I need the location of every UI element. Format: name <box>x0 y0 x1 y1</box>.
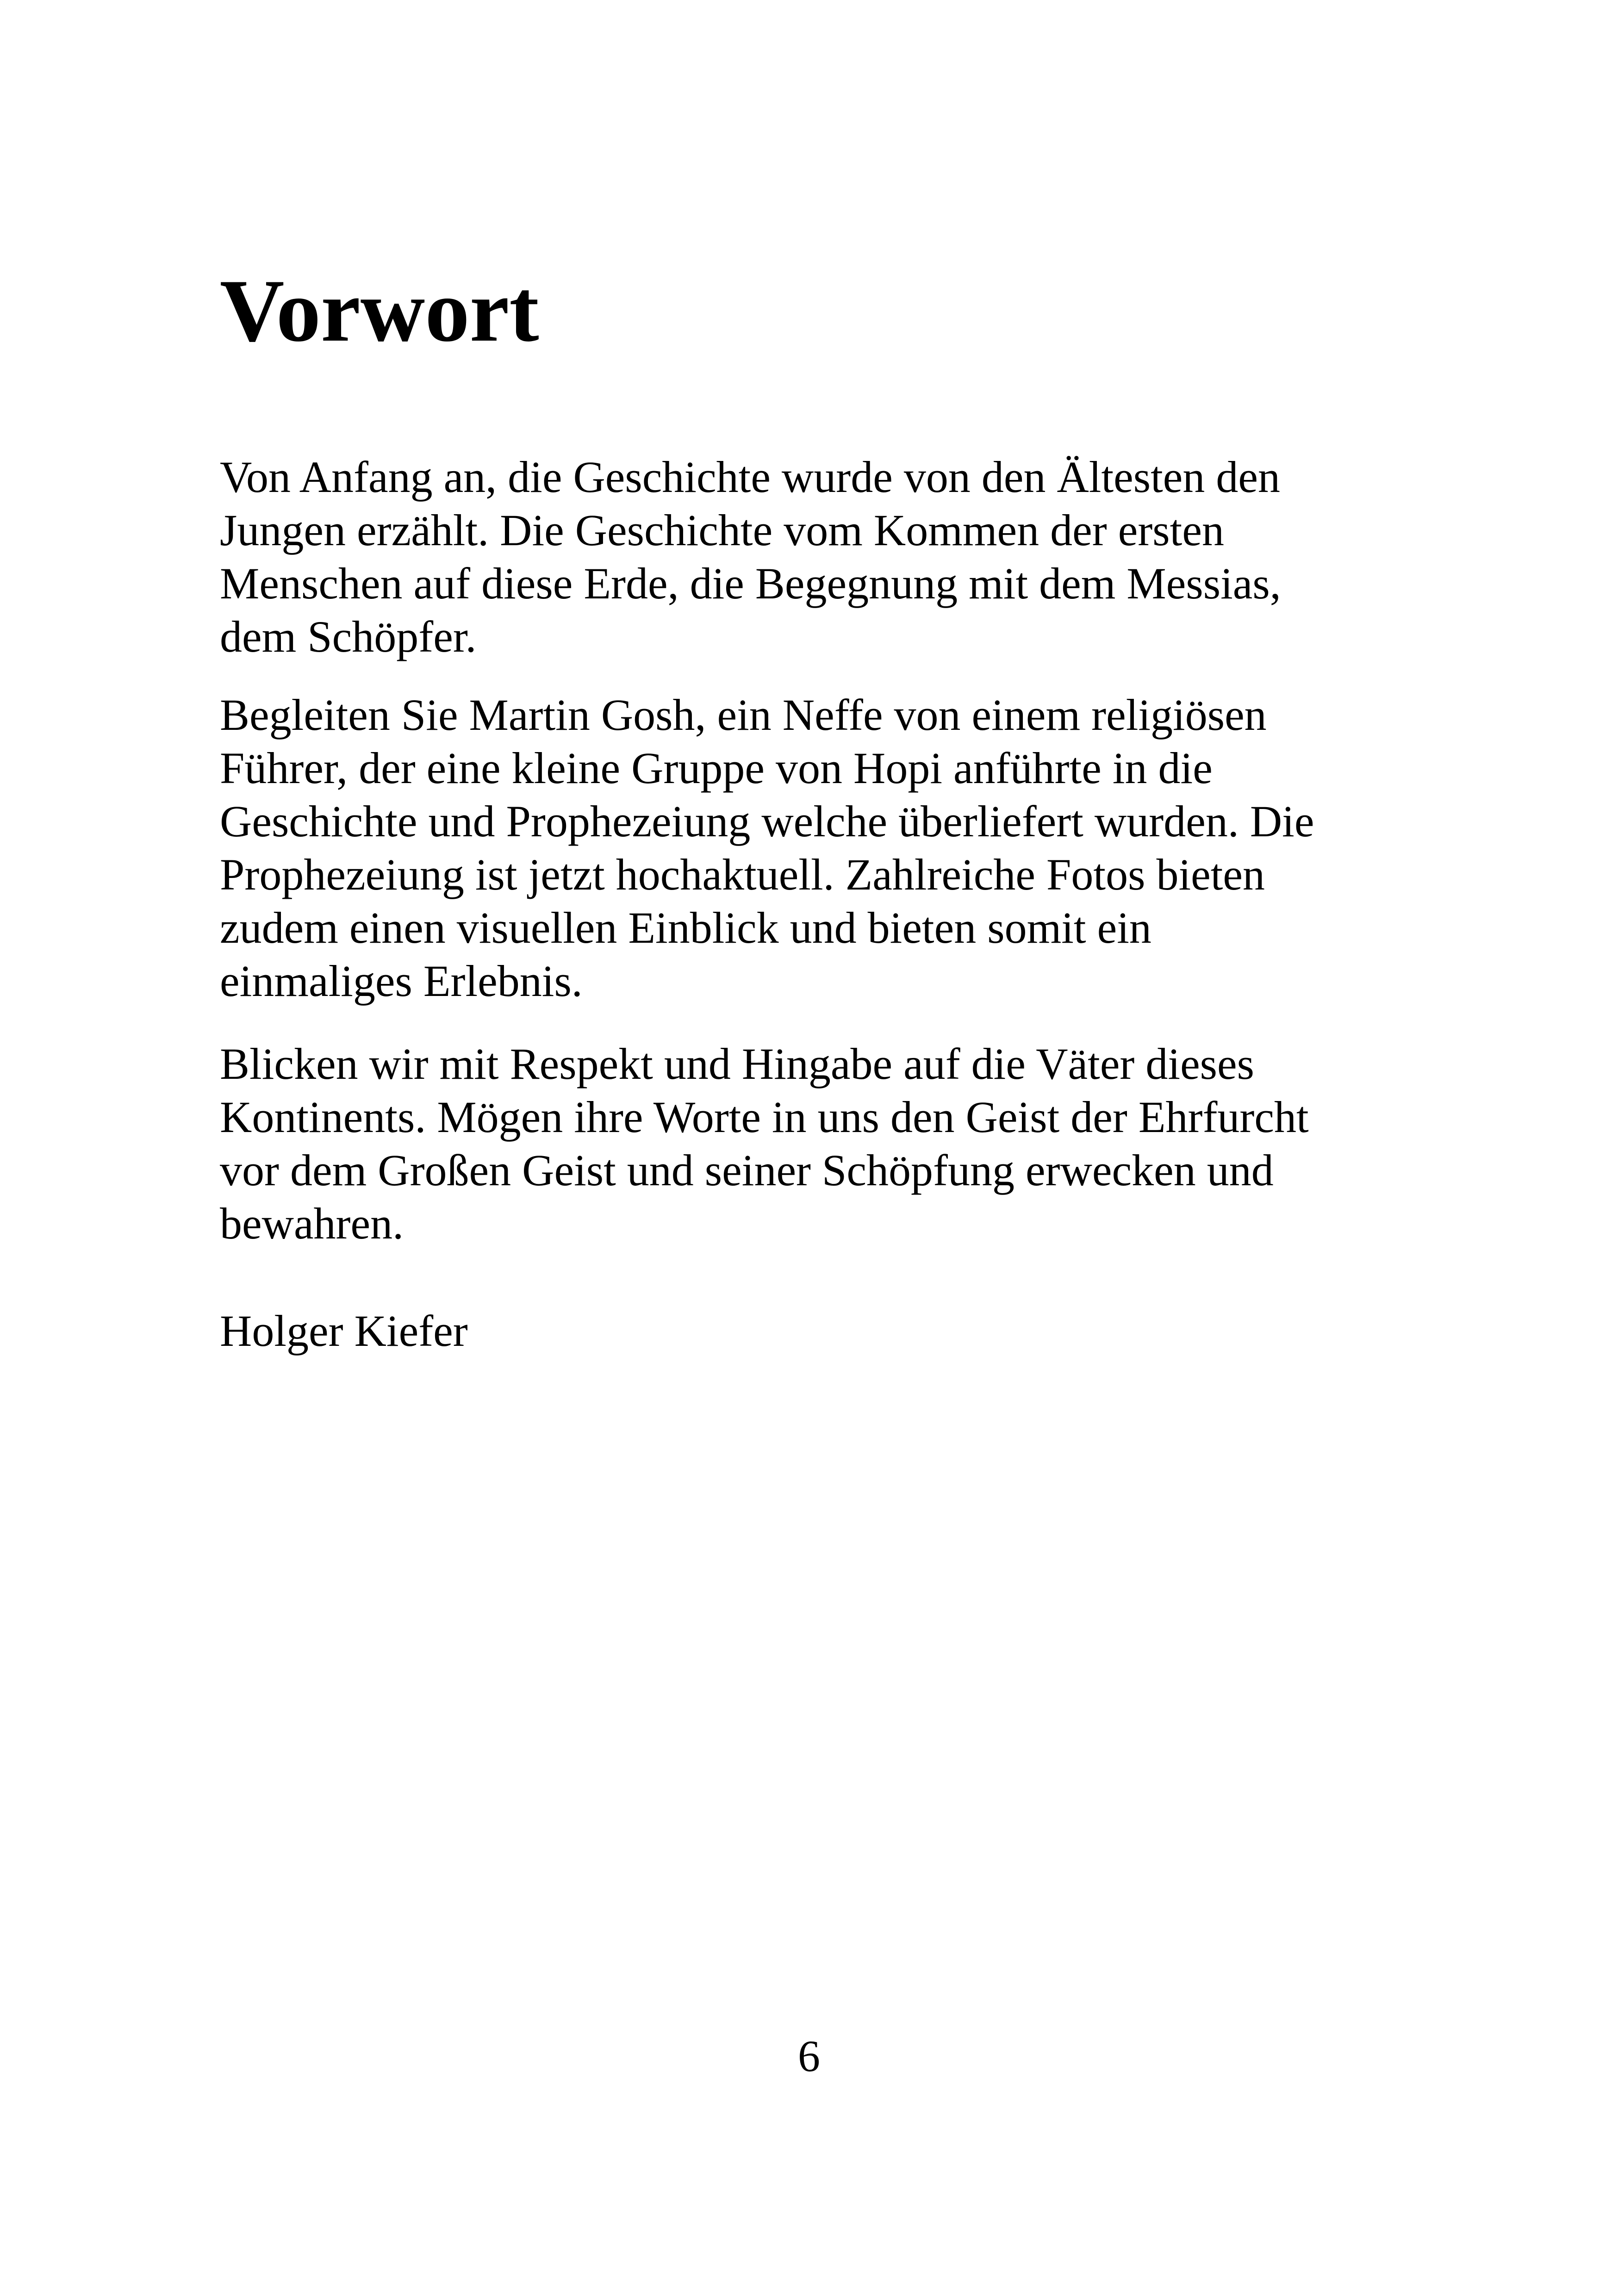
text-line: einmaliges Erlebnis. <box>220 956 583 1006</box>
text-line: Begleiten Sie Martin Gosh, ein Neffe von einem religiösen <box>220 690 1267 740</box>
text-line: Blicken wir mit Respekt und Hingabe auf die Väter dieses <box>220 1039 1254 1089</box>
text-line: Führer, der eine kleine Gruppe von Hopi anführte in die <box>220 743 1213 793</box>
text-line: vor dem Großen Geist und seiner Schöpfung erwecken und <box>220 1145 1274 1195</box>
text-line: Menschen auf diese Erde, die Begegnung mit dem Messias, <box>220 559 1281 608</box>
text-line: Von Anfang an, die Geschichte wurde von den Ältesten den <box>220 452 1280 502</box>
text-line: Jungen erzählt. Die Geschichte vom Kommen der ersten <box>220 505 1224 555</box>
text-line: bewahren. <box>220 1199 404 1248</box>
signature-text: Holger Kiefer <box>220 1306 468 1356</box>
page-title: Vorwort <box>220 261 539 360</box>
author-signature <box>220 1304 468 1357</box>
paragraph-content <box>220 688 1314 1008</box>
page-number: 6 <box>798 2031 820 2081</box>
text-line: Prophezeiung ist jetzt hochaktuell. Zahlreiche Fotos bieten <box>220 850 1265 899</box>
text-line: dem Schöpfer. <box>220 612 477 661</box>
paragraph-closing <box>220 1037 1309 1250</box>
paragraph-intro <box>220 450 1281 663</box>
text-line: Kontinents. Mögen ihre Worte in uns den Geist der Ehrfurcht <box>220 1092 1309 1142</box>
text-line: zudem einen visuellen Einblick und bieten somit ein <box>220 903 1151 952</box>
text-line: Geschichte und Prophezeiung welche überliefert wurden. Die <box>220 796 1314 846</box>
